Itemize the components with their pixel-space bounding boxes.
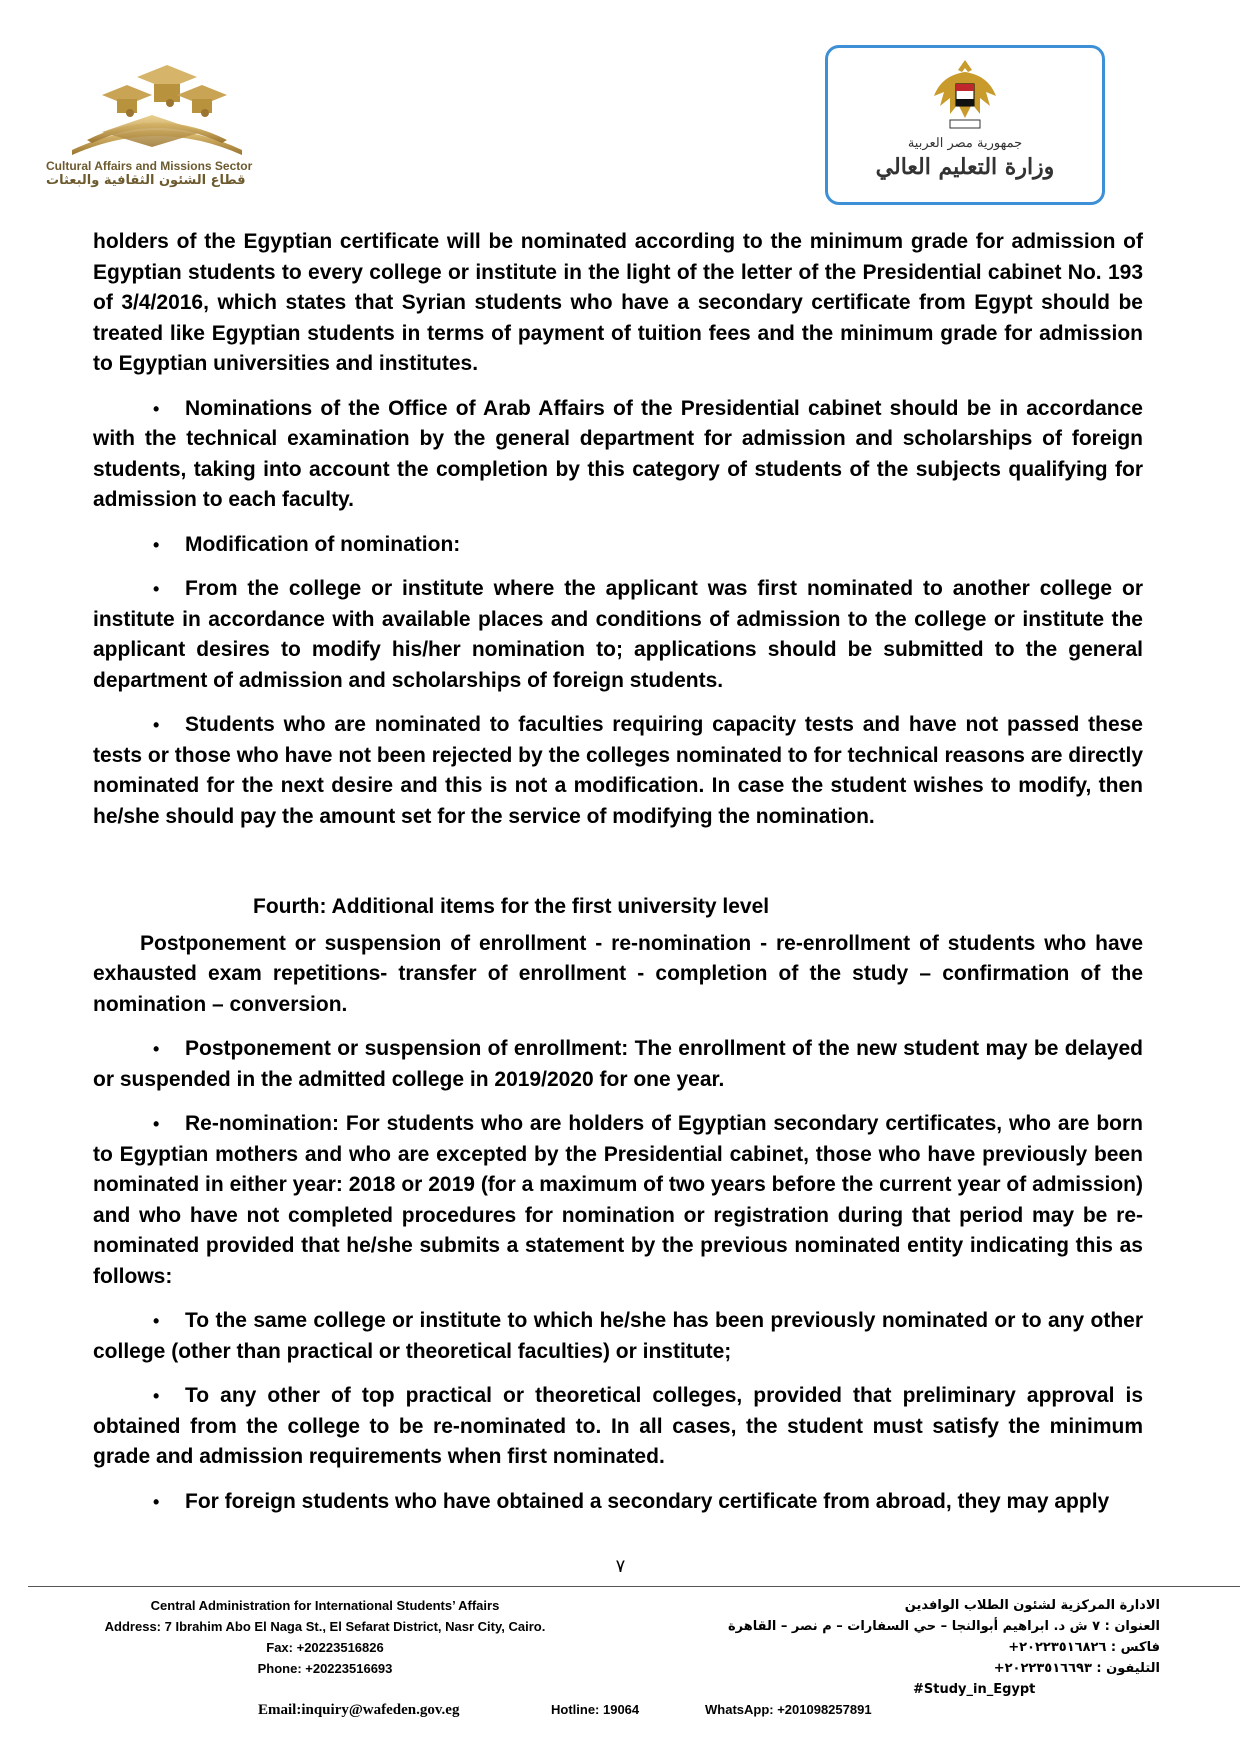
bullet-icon: • [153, 1039, 160, 1059]
footer-whatsapp: WhatsApp: +201098257891 [705, 1702, 872, 1717]
footer-fax-ar: فاكس : ٢٠٢٢٣٥١٦٨٢٦+ [1008, 1640, 1160, 1655]
bullet-text: Modification of nomination: [185, 532, 461, 556]
bullet-item [93, 394, 1143, 516]
bullet-text: Nominations of the Office of Arab Affairs of the Presidential cabinet should be in accordance with the technical examination by the general department for admission and scholarships of foreign students, taking into account the completion by this category of students of the subjects qualifying for admission to each faculty. [93, 396, 1143, 511]
paragraph: Postponement or suspension of enrollment - re-nomination - re-enrollment of students who have exhausted exam repetitions- transfer of enrollment - completion of the study – confirmation of the nomination – conversion. [93, 931, 1143, 1016]
bullet-item [93, 710, 1143, 832]
footer-address: Address: 7 Ibrahim Abo El Naga St., El Sefarat District, Nasr City, Cairo. [104, 1619, 546, 1634]
bullet-item [93, 1487, 1143, 1518]
bullet-item [93, 1109, 1143, 1292]
footer-phone: Phone: +20223516693 [257, 1661, 393, 1676]
footer-contact-en [85, 1595, 565, 1679]
bullet-item [93, 1306, 1143, 1367]
bullet-icon: • [153, 534, 160, 555]
bullet-item [93, 1381, 1143, 1473]
footer-hotline: Hotline: 19064 [551, 1702, 640, 1717]
bullet-item [93, 530, 1143, 561]
footer-fax: Fax: +20223516826 [266, 1640, 384, 1655]
bullet-text: Postponement or suspension of enrollment: The enrollment of the new student may be delayed or suspended in the admitted college in 2019/2020 for one year. [93, 1037, 1143, 1091]
bullet-item [93, 574, 1143, 696]
bullet-text: From the college or institute where the applicant was first nominated to another college or institute in accordance with available places and conditions of admission to the college or institute the applicant desires to modify his/her nomination to; applications should be submitted to the general department of admission and scholarships of foreign students. [93, 577, 1143, 692]
bullet-icon: • [153, 1311, 160, 1331]
bullet-item [93, 1034, 1143, 1095]
bullet-icon: • [153, 1491, 160, 1512]
logo-ministry-ar: وزارة التعليم العالي [875, 154, 1055, 180]
bullet-icon: • [153, 579, 160, 599]
graduation-caps-icon [42, 55, 272, 160]
document-body [93, 227, 1143, 1517]
footer-hashtag: #Study_in_Egypt [913, 1682, 1036, 1697]
eagle-emblem-icon [930, 56, 1000, 136]
footer-email[interactable]: Email:inquiry@wafeden.gov.eg [258, 1702, 460, 1718]
paragraph: holders of the Egyptian certificate will be nominated according to the minimum grade for admission of Egyptian students to every college or institute in the light of the letter of the Presidential cabinet No. 193 of 3/4/2016, which states that Syrian students who have a secondary certificate from Egypt should be treated like Egyptian students in terms of payment of tuition fees and the minimum grade for admission to Egyptian universities and institutes. [93, 230, 1143, 375]
footer-org-name-ar: الادارة المركزية لشئون الطلاب الوافدين [904, 1598, 1160, 1613]
cultural-affairs-logo [42, 55, 272, 190]
footer-phone-ar: التليفون : ٢٠٢٢٣٥١٦٦٩٣+ [993, 1661, 1160, 1676]
footer-divider [28, 1586, 1240, 1587]
bullet-icon: • [153, 1386, 160, 1406]
ministry-logo [825, 45, 1105, 205]
logo-country-ar: جمهورية مصر العربية [907, 136, 1023, 151]
bullet-icon: • [153, 715, 160, 735]
bullet-text: For foreign students who have obtained a secondary certificate from abroad, they may apply [185, 1489, 1110, 1513]
section-heading: Fourth: Additional items for the first university level [253, 895, 770, 918]
bullet-text: To any other of top practical or theoretical colleges, provided that preliminary approval is obtained from the college to be re-nominated to. In all cases, the student must satisfy the minimum grade and admission requirements when first nominated. [93, 1384, 1143, 1468]
bullet-icon: • [153, 1114, 160, 1134]
bullet-text: Students who are nominated to faculties requiring capacity tests and have not passed these tests or those who have not been rejected by the colleges nominated to for technical reasons are directly nominated for the next desire and this is not a modification. In case the student wishes to modify, then he/she should pay the amount set for the service of modifying the nomination. [93, 713, 1143, 828]
page-number: ٧ [615, 1556, 626, 1577]
logo-caption-ar: قطاع الشئون الثقافية والبعثات [46, 173, 246, 188]
footer-org-name: Central Administration for International Students’ Affairs [150, 1598, 500, 1613]
footer-contact-ar [720, 1595, 1160, 1700]
footer-address-ar: العنوان : ٧ ش د. ابراهيم أبوالنجا – حي السفارات – م نصر – القاهرة [728, 1619, 1160, 1634]
logo-caption-en: Cultural Affairs and Missions Sector [46, 159, 253, 173]
bullet-text: To the same college or institute to which he/she has been previously nominated or to any other college (other than practical or theoretical faculties) or institute; [93, 1309, 1143, 1363]
bullet-text: Re-nomination: For students who are holders of Egyptian secondary certificates, who are born to Egyptian mothers and who are excepted by the Presidential cabinet, those who have previously been nominated in either year: 2018 or 2019 (for a maximum of two years before the current year of admission) and who have not completed procedures for nomination or registration during that period may be re-nominated provided that he/she submits a statement by the previous nominated entity indicating this as follows: [93, 1112, 1143, 1288]
bullet-icon: • [153, 398, 160, 419]
